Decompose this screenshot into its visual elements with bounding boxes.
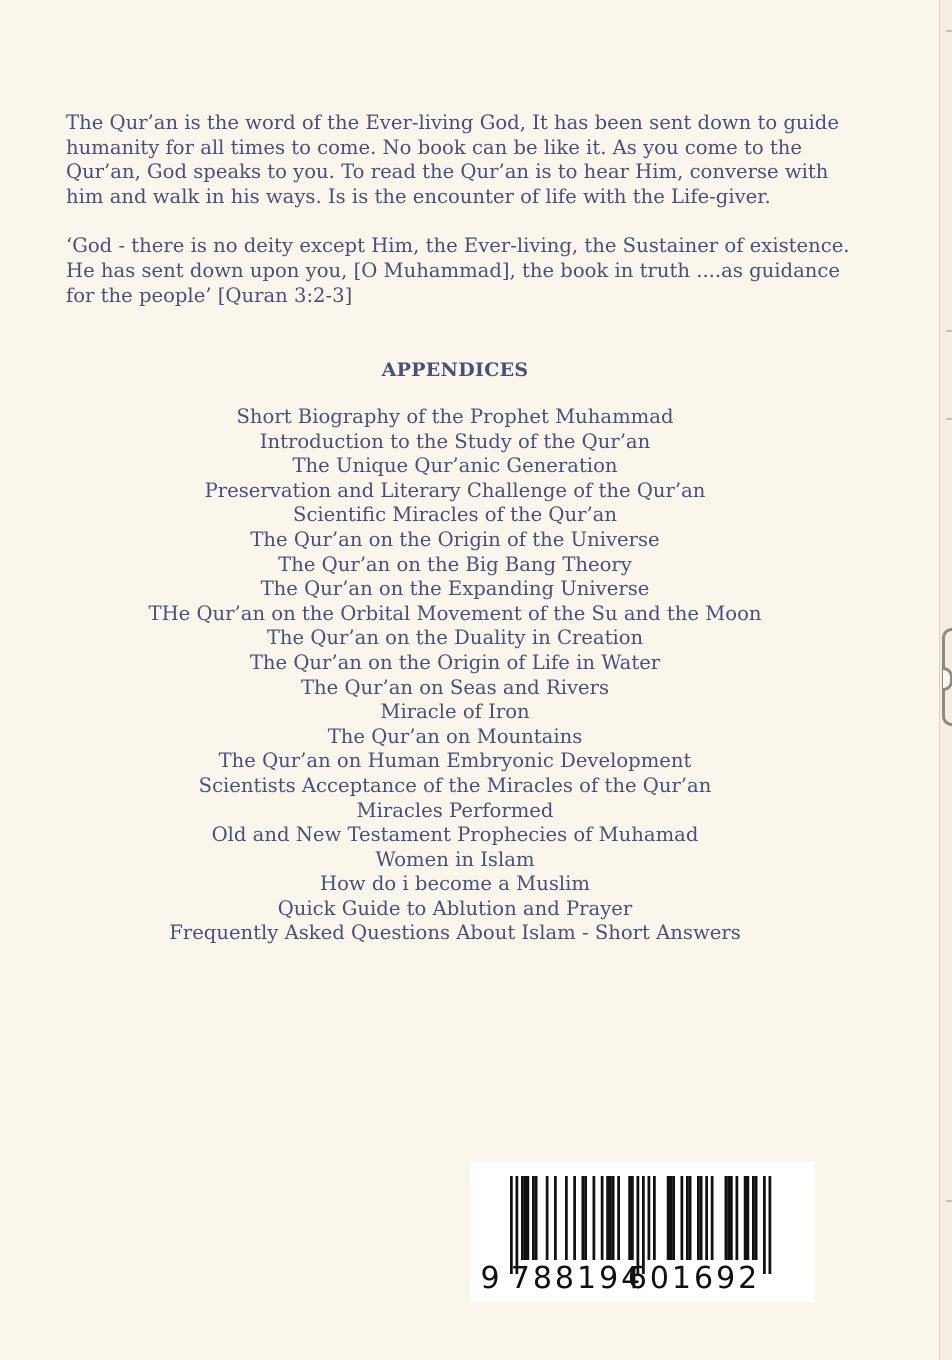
barcode-bar (573, 1176, 576, 1260)
barcode-first-digit: 9 (480, 1261, 500, 1296)
barcode-bar (653, 1176, 656, 1260)
appendices-list (0, 405, 910, 946)
barcode-bar (667, 1176, 670, 1260)
barcode-bars (510, 1176, 771, 1274)
appendix-item: The Qur’an on Seas and Rivers (300, 675, 610, 699)
barcode-bar (617, 1176, 620, 1260)
barcode-graphic (470, 1162, 814, 1302)
edge-tick (946, 418, 952, 420)
barcode-bar (510, 1176, 513, 1274)
edge-tab (942, 628, 952, 726)
barcode-bar (609, 1176, 612, 1260)
appendix-item: Scientists Acceptance of the Miracles of the Qur’an (198, 773, 712, 797)
appendix-item: Preservation and Literary Challenge of the Qur’an (204, 478, 706, 502)
barcode-bar (554, 1176, 557, 1260)
barcode-bar (747, 1176, 750, 1260)
isbn-barcode (470, 1162, 814, 1302)
appendix-item: How do i become a Muslim (319, 872, 591, 896)
appendix-item: Frequently Asked Questions About Islam - Short Answers (169, 921, 741, 945)
appendix-item: Short Biography of the Prophet Muhammad (236, 405, 674, 428)
appendix-item: The Unique Qur’anic Generation (292, 454, 618, 478)
appendix-item: Old and New Testament Prophecies of Muhamad (211, 823, 699, 847)
barcode-bar (606, 1176, 609, 1260)
barcode-bar (763, 1176, 766, 1274)
appendix-item: Scientific Miracles of the Qur’an (293, 503, 617, 527)
appendix-item: THe Qur’an on the Orbital Movement of the Su and the Moon (148, 601, 762, 625)
barcode-bar (546, 1176, 549, 1260)
barcode-bar (631, 1176, 634, 1260)
appendix-item: The Qur’an on the Origin of the Universe (250, 527, 660, 551)
appendix-item: The Qur’an on the Expanding Universe (260, 577, 650, 601)
edge-tab-notch (943, 667, 952, 691)
barcode-bar (689, 1176, 692, 1260)
barcode-bar (516, 1176, 519, 1274)
barcode-bar (705, 1176, 708, 1260)
barcode-bar (612, 1176, 615, 1260)
appendix-item: Quick Guide to Ablution and Prayer (277, 896, 633, 920)
barcode-bar (725, 1176, 728, 1260)
barcode-bar (727, 1176, 730, 1260)
appendices-heading: APPENDICES (381, 359, 529, 381)
appendix-item: The Qur’an on the Big Bang Theory (278, 552, 632, 576)
barcode-bar (527, 1176, 530, 1260)
barcode-bar (601, 1176, 604, 1260)
barcode-bar (755, 1176, 758, 1260)
barcode-bar (672, 1176, 675, 1260)
barcode-right-group: 601692 (627, 1261, 761, 1296)
appendix-item: The Qur’an on Mountains (327, 724, 583, 748)
intro-paragraph: The Qur’an is the word of the Ever-living God, It has been sent down to guide humanity for all times to come. No book can be like it. As you come to the Qur’an, God speaks to you. To read the Qur’an is to hear Him, converse with him and walk in his ways. Is is the encounter of life with the Life-giver. (66, 111, 839, 208)
barcode-bar (670, 1176, 673, 1260)
page-right-edge (939, 0, 952, 1360)
barcode-bar (681, 1176, 684, 1260)
quote-paragraph: ‘God - there is no deity except Him, the Ever-living, the Sustainer of existence. He has sent down upon you, [O Muhammad], the book in truth ....as guidance for the people’ [Quran 3:2-3] (66, 234, 850, 307)
appendix-item: Introduction to the Study of the Qur’an (259, 429, 651, 453)
appendix-item: The Qur’an on the Origin of Life in Water (249, 650, 661, 674)
barcode-bar (565, 1176, 568, 1260)
barcode-bar (521, 1176, 524, 1260)
barcode-bar (582, 1176, 585, 1260)
barcode-bar (593, 1176, 596, 1260)
barcode-bar (697, 1176, 700, 1260)
barcode-bar (711, 1176, 714, 1260)
appendix-item: Women in Islam (375, 847, 535, 871)
barcode-bar (686, 1176, 689, 1260)
barcode-bar (648, 1176, 651, 1260)
barcode-bar (637, 1176, 640, 1274)
appendix-item: Miracle of Iron (380, 700, 530, 724)
barcode-bar (769, 1176, 772, 1274)
appendix-item: The Qur’an on the Duality in Creation (266, 626, 644, 650)
barcode-bar (736, 1176, 739, 1260)
barcode-bar (730, 1176, 733, 1260)
barcode-bar (642, 1176, 645, 1274)
barcode-bar (744, 1176, 747, 1260)
barcode-bar (584, 1176, 587, 1260)
barcode-bar (628, 1176, 631, 1260)
barcode-bar (752, 1176, 755, 1260)
barcode-digits (480, 1261, 760, 1296)
barcode-bar (532, 1176, 535, 1260)
appendix-item: The Qur’an on Human Embryonic Development (218, 749, 692, 773)
barcode-bar (700, 1176, 703, 1260)
barcode-bar (524, 1176, 527, 1260)
edge-tick (946, 1200, 952, 1202)
appendix-item: Miracles Performed (356, 798, 554, 822)
edge-tick (946, 330, 952, 332)
barcode-left-group: 788194 (510, 1261, 644, 1296)
barcode-bar (535, 1176, 538, 1260)
edge-tick (946, 30, 952, 32)
